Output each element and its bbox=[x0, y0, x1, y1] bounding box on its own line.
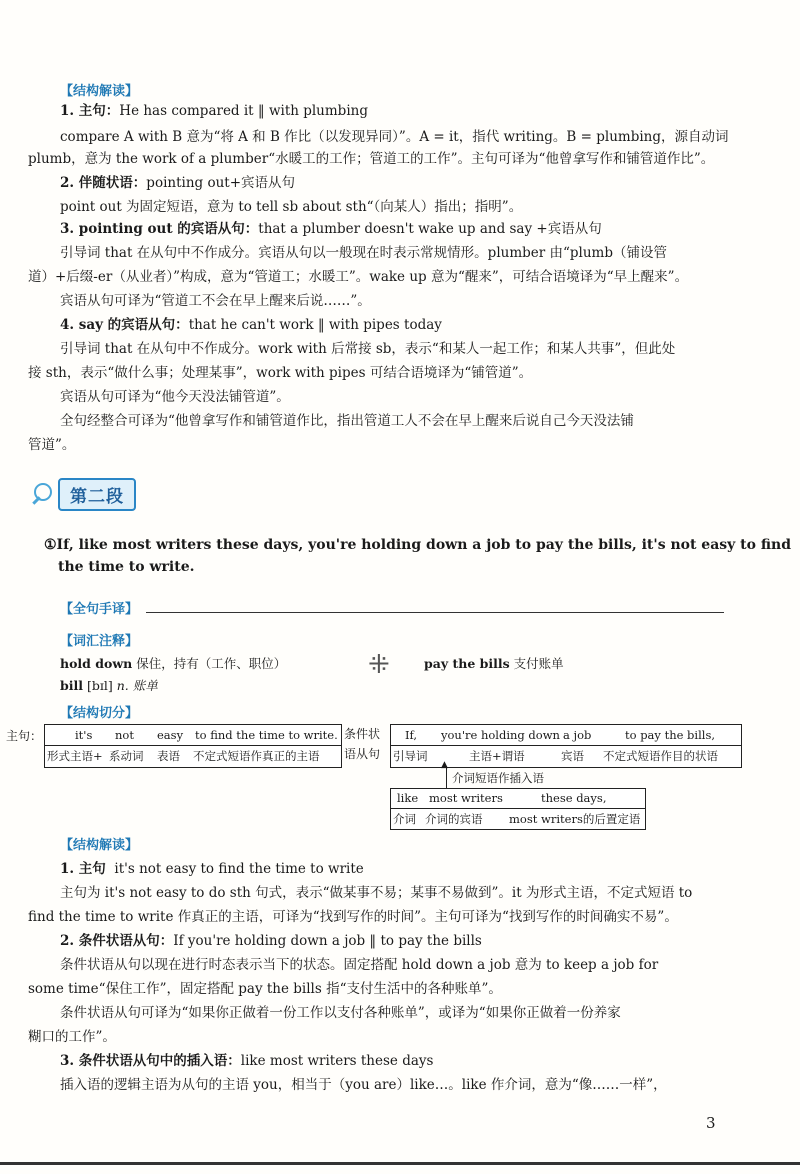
analysis-text: 宾语从句可译为“管道工不会在早上醒来后说……”。 bbox=[60, 293, 371, 309]
section-banner bbox=[30, 478, 136, 511]
analysis-text: point out 为固定短语，意为 to tell sb about sth“（向某人）指出；指明”。 bbox=[60, 199, 523, 215]
translation-blank-line[interactable] bbox=[146, 612, 724, 613]
role-cell: 形式主语+ bbox=[47, 749, 103, 763]
brace-divider: ⁜ bbox=[368, 650, 390, 680]
point-heading: 3. 条件状语从句中的插入语： bbox=[60, 1053, 241, 1069]
analysis-text: 主句为 it's not easy to do sth 句式，表示“做某事不易；某事不易做到”。it 为形式主语，不定式短语 to bbox=[60, 885, 693, 901]
word-cell: to pay the bills, bbox=[625, 728, 716, 742]
word-cell: you're holding down bbox=[441, 728, 560, 742]
analysis-text: some time“保住工作”，固定搭配 pay the bills 指“支付生活中的各种账单”。 bbox=[28, 981, 502, 997]
insert-label: 介词短语作插入语 bbox=[452, 771, 544, 785]
analysis-text: 引导词 that 在从句中不作成分。work with 后常接 sb，表示“和某人一起工作；和某人共事”，但此处 bbox=[60, 341, 676, 357]
vocab-item bbox=[60, 676, 158, 694]
vocab-def: 保住，持有（工作、职位） bbox=[136, 656, 287, 671]
section-title: 第二段 bbox=[58, 478, 136, 511]
analysis-text: 接 sth，表示“做什么事；处理某事”，work with pipes 可结合语境译为“铺管道”。 bbox=[28, 365, 533, 381]
word-cell: most writers bbox=[429, 791, 503, 805]
point-text: it's not easy to find the time to write bbox=[114, 861, 364, 877]
point-text: He has compared it ‖ with plumbing bbox=[119, 103, 368, 119]
role-cell: 介词的宾语 bbox=[425, 812, 483, 826]
translation-tag: 【全句手译】 bbox=[60, 602, 139, 617]
page-number: 3 bbox=[706, 1114, 716, 1132]
analysis-point-1 bbox=[60, 102, 368, 120]
vocab-tag: 【词汇注释】 bbox=[60, 634, 139, 649]
analysis-point-3 bbox=[60, 220, 602, 238]
point-heading: 2. 伴随状语： bbox=[60, 175, 147, 191]
vocab-term: bill bbox=[60, 678, 83, 693]
point-heading: 1. 主句： bbox=[60, 103, 120, 119]
analysis-text: find the time to write 作真正的主语，可译为“找到写作的时间”。主句可译为“找到写作的时间确实不易”。 bbox=[28, 909, 678, 925]
vocab-def: n. 账单 bbox=[116, 678, 158, 693]
role-cell: 不定式短语作真正的主语 bbox=[193, 749, 320, 763]
role-cell: 系动词 bbox=[109, 749, 144, 763]
vocab-def: 支付账单 bbox=[513, 656, 564, 671]
word-cell: these days, bbox=[541, 791, 607, 805]
structure-analysis-tag: 【结构解读】 bbox=[60, 838, 139, 853]
role-cell: 宾语 bbox=[561, 749, 584, 763]
word-cell: it's bbox=[75, 728, 93, 742]
word-cell: not bbox=[115, 728, 134, 742]
main-clause-label: 主句： bbox=[6, 729, 43, 743]
analysis-text: 引导词 that 在从句中不作成分。宾语从句以一般现在时表示常规情形。plumber 由“plumb（铺设管 bbox=[60, 245, 668, 261]
point-text: that a plumber doesn't wake up and say +宾语从句 bbox=[258, 221, 602, 237]
point-heading: 1. 主句 bbox=[60, 861, 106, 877]
point-heading: 2. 条件状语从句： bbox=[60, 933, 174, 949]
analysis-text: 插入语的逻辑主语为从句的主语 you，相当于（you are）like…。like 作介词，意为“像……一样”， bbox=[60, 1077, 667, 1093]
analysis-text: 条件状语从句以现在进行时态表示当下的状态。固定搭配 hold down a job 意为 to keep a job for bbox=[60, 957, 659, 973]
word-cell: easy bbox=[157, 728, 184, 742]
role-cell: 表语 bbox=[157, 749, 180, 763]
analysis-text: plumb，意为 the work of a plumber“水暖工的工作；管道工的工作”。主句可译为“他曾拿写作和铺管道作比”。 bbox=[28, 151, 715, 167]
magnifier-icon bbox=[30, 483, 54, 507]
vocab-term: hold down bbox=[60, 656, 133, 671]
conditional-label: 条件状 bbox=[344, 727, 381, 741]
analysis-point-1 bbox=[60, 860, 364, 878]
point-text: that he can't work ‖ with pipes today bbox=[188, 317, 442, 333]
structure-analysis-tag: 【结构解读】 bbox=[60, 84, 139, 99]
analysis-text: compare A with B 意为“将 A 和 B 作比（以发现异同）”。A = it，指代 writing。B = plumbing，源自动词 bbox=[60, 129, 729, 145]
sentence-line: ①If, like most writers these days, you're holding down a job to pay the bills, it's not easy to find bbox=[44, 537, 791, 553]
role-cell: 不定式短语作目的状语 bbox=[603, 749, 718, 763]
point-heading: 4. say 的宾语从句： bbox=[60, 317, 189, 333]
point-text: like most writers these days bbox=[240, 1053, 434, 1069]
sentence-line: the time to write. bbox=[58, 559, 195, 575]
word-cell: If, bbox=[405, 728, 418, 742]
analysis-point-2 bbox=[60, 932, 482, 950]
vocab-item bbox=[60, 654, 286, 672]
role-cell: 引导词 bbox=[393, 749, 428, 763]
analysis-point-3 bbox=[60, 1052, 433, 1070]
insertion-box bbox=[390, 788, 646, 830]
analysis-text: 糊口的工作”。 bbox=[28, 1029, 116, 1045]
role-cell: 主语+谓语 bbox=[469, 749, 525, 763]
vocab-pronunciation: [bɪl] bbox=[86, 678, 113, 693]
analysis-text: 管道”。 bbox=[28, 437, 76, 453]
point-text: pointing out+宾语从句 bbox=[146, 175, 296, 191]
word-cell: like bbox=[397, 791, 419, 805]
structure-split-tag: 【结构切分】 bbox=[60, 706, 139, 721]
word-cell: a job bbox=[563, 728, 592, 742]
vocab-item bbox=[424, 654, 564, 672]
analysis-text: 宾语从句可译为“他今天没法铺管道”。 bbox=[60, 389, 290, 405]
footer-rule bbox=[0, 1162, 800, 1165]
role-cell: most writers的后置定语 bbox=[509, 812, 641, 826]
vocab-term: pay the bills bbox=[424, 656, 510, 671]
analysis-text: 道）+后缀-er（从业者）”构成，意为“管道工；水暖工”。wake up 意为“醒来”，可结合语境译为“早上醒来”。 bbox=[28, 269, 689, 285]
analysis-text: 全句经整合可译为“他曾拿写作和铺管道作比，指出管道工人不会在早上醒来后说自己今天没法铺 bbox=[60, 413, 634, 429]
conditional-label: 语从句 bbox=[344, 747, 381, 761]
role-cell: 介词 bbox=[393, 812, 416, 826]
point-heading: 3. pointing out 的宾语从句： bbox=[60, 221, 259, 237]
main-clause-box bbox=[44, 724, 342, 768]
analysis-point-2 bbox=[60, 174, 295, 192]
analysis-point-4 bbox=[60, 316, 442, 334]
analysis-text: 条件状语从句可译为“如果你正做着一份工作以支付各种账单”，或译为“如果你正做着一份养家 bbox=[60, 1005, 621, 1021]
arrow-head-icon: ▲ bbox=[441, 760, 448, 770]
point-text: If you're holding down a job ‖ to pay the bills bbox=[173, 933, 482, 949]
word-cell: to find the time to write. bbox=[195, 728, 338, 742]
